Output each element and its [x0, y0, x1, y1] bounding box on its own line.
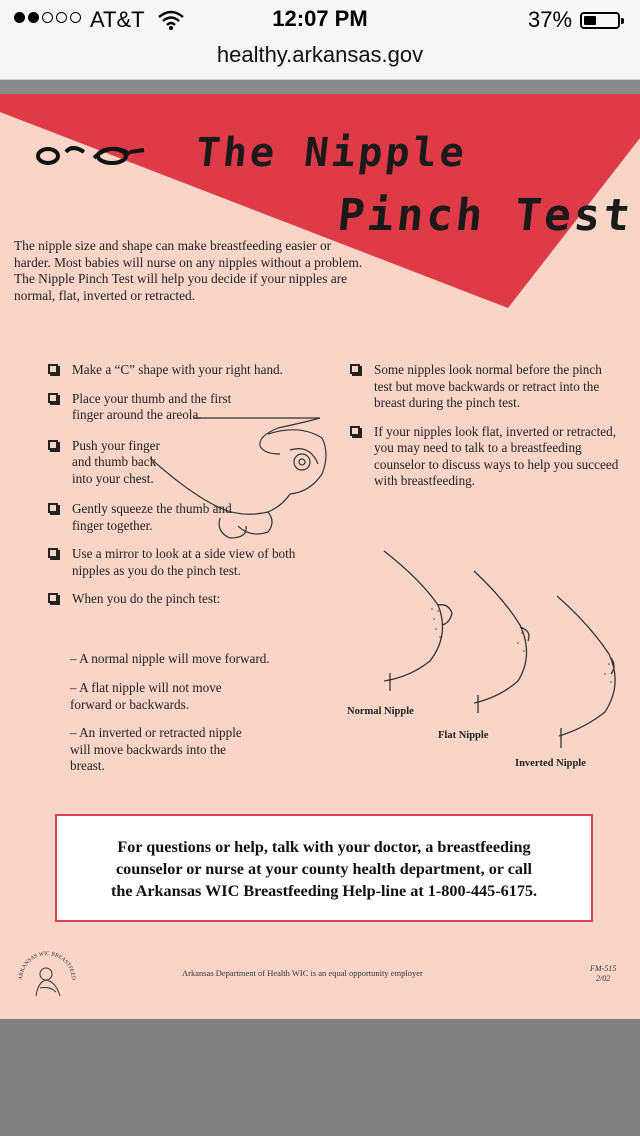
sub-item-inverted: – An inverted or retracted nipple will move backwards into the breast.: [70, 725, 242, 773]
normal-nipple-illustration: [380, 549, 470, 694]
list-item: When you do the pinch test:: [48, 591, 318, 608]
clock: 12:07 PM: [272, 6, 368, 31]
list-item: Place your thumb and the first finger around the areola.: [48, 391, 232, 424]
list-item: Some nipples look normal before the pinch test but move backwards or retract into the breast during the pinch test.: [350, 362, 620, 412]
title-line-2: Pinch Test: [335, 190, 636, 241]
document-page: [0, 94, 640, 1019]
list-item: Gently squeeze the thumb and finger together.: [48, 501, 242, 534]
callout-line-1: For questions or help, talk with your doctor, a breastfeeding: [117, 838, 531, 856]
form-number: FM-515: [590, 964, 617, 973]
title-line-1: The Nipple: [193, 130, 470, 176]
hand-pinch-illustration: [150, 414, 350, 544]
help-callout-box: [55, 814, 593, 922]
svg-text:ARKANSAS WIC BREASTFEEDING: ARKANSAS WIC BREASTFEED: [17, 950, 77, 981]
label-normal-nipple: Normal Nipple: [347, 706, 414, 717]
checkbox-icon: [48, 593, 58, 603]
flat-nipple-illustration: [470, 569, 550, 714]
list-item: If your nipples look flat, inverted or retracted, you may need to talk to a breastfeeding counselor to discuss ways to help you succeed with breastfeeding.: [350, 424, 620, 490]
checkbox-icon: [350, 364, 360, 374]
battery-percent: 37%: [528, 7, 573, 32]
form-code: [590, 964, 616, 984]
sub-item-flat: – A flat nipple will not move forward or backwards.: [70, 680, 222, 712]
callout-line-3: the Arkansas WIC Breastfeeding Help-line at 1-800-445-6175.: [110, 882, 538, 900]
page-top-margin: [0, 80, 640, 94]
sub-item-normal: – A normal nipple will move forward.: [70, 651, 270, 666]
label-flat-nipple: Flat Nipple: [438, 730, 489, 741]
list-item: Push your finger and thumb back into your chest.: [48, 438, 164, 488]
wic-breastfeeding-logo: [16, 946, 78, 998]
form-date: 2/02: [595, 974, 611, 983]
page-bottom-margin: [0, 1019, 640, 1136]
battery-icon: [580, 12, 620, 29]
right-steps-list: [350, 362, 620, 502]
list-item: Use a mirror to look at a side view of both nipples as you do the pinch test.: [48, 546, 304, 579]
checkbox-icon: [48, 440, 58, 450]
status-bar: [0, 0, 640, 40]
address-bar[interactable]: healthy.arkansas.gov: [0, 40, 640, 80]
checkbox-icon: [350, 426, 360, 436]
list-item: Make a “C” shape with your right hand.: [48, 362, 318, 379]
carrier-name: AT&T: [90, 7, 145, 32]
label-inverted-nipple: Inverted Nipple: [515, 758, 586, 769]
checkbox-icon: [48, 364, 58, 374]
checkbox-icon: [48, 548, 58, 558]
checkbox-icon: [48, 393, 58, 403]
checkbox-icon: [48, 503, 58, 513]
inverted-nipple-illustration: [555, 594, 635, 754]
footer-disclaimer: Arkansas Department of Health WIC is an equal opportunity employer: [182, 968, 423, 978]
callout-line-2: counselor or nurse at your county health department, or call: [115, 860, 533, 878]
intro-paragraph: The nipple size and shape can make breastfeeding easier or harder. Most babies will nurse on any nipples without a problem. The Nipple Pinch Test will help you decide if your nipples are normal, flat, inverted or retracted.: [14, 238, 363, 303]
